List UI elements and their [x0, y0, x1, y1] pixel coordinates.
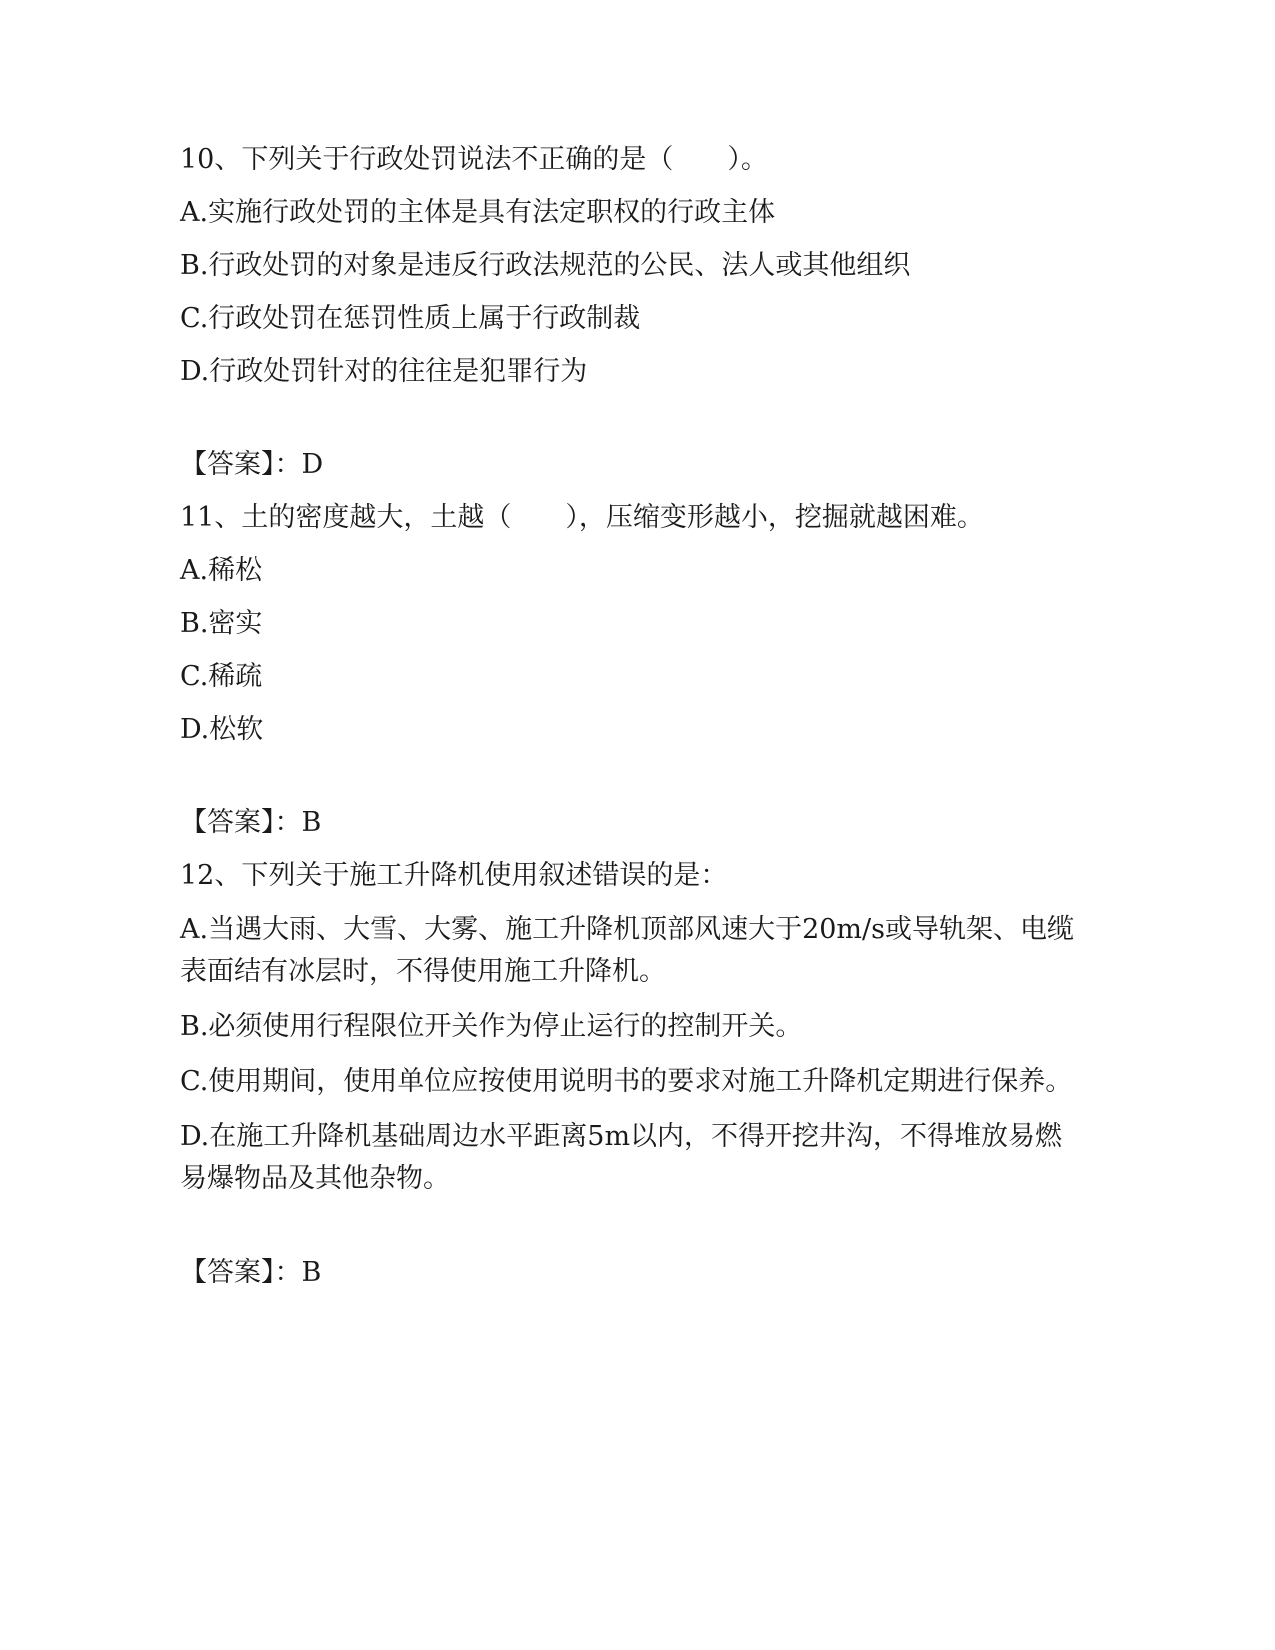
question-11-stem: 11、土的密度越大，土越（ ），压缩变形越小，挖掘就越困难。 [180, 502, 984, 533]
question-10-option-b: B.行政处罚的对象是违反行政法规范的公民、法人或其他组织 [180, 250, 911, 281]
question-10-option-d: D.行政处罚针对的往往是犯罪行为 [180, 356, 588, 387]
question-12-option-a: A.当遇大雨、大雪、大雾、施工升降机顶部风速大于20m/s或导轨架、电缆表面结有冰层时，不得使用施工升降机。 [180, 914, 1074, 987]
question-10-option-c: C.行政处罚在惩罚性质上属于行政制裁 [180, 303, 641, 334]
question-10-answer: 【答案】：D [180, 449, 324, 480]
question-10-option-a: A.实施行政处罚的主体是具有法定职权的行政主体 [180, 197, 776, 228]
question-11-option-d: D.松软 [180, 714, 264, 745]
question-12-answer: 【答案】：B [180, 1257, 322, 1288]
question-12-stem: 12、下列关于施工升降机使用叙述错误的是： [180, 860, 728, 891]
question-11-answer: 【答案】：B [180, 807, 322, 838]
question-11-option-c: C.稀疏 [180, 661, 263, 692]
question-10-stem: 10、下列关于行政处罚说法不正确的是（ ）。 [180, 144, 768, 175]
question-12-option-c: C.使用期间，使用单位应按使用说明书的要求对施工升降机定期进行保养。 [180, 1066, 1073, 1097]
question-11-option-a: A.稀松 [180, 555, 263, 586]
question-12-option-b: B.必须使用行程限位开关作为停止运行的控制开关。 [180, 1011, 803, 1042]
question-11-option-b: B.密实 [180, 608, 263, 639]
exam-page [180, 140, 1080, 1293]
question-12-option-d: D.在施工升降机基础周边水平距离5m以内，不得开挖井沟，不得堆放易燃易爆物品及其他杂物。 [180, 1121, 1063, 1194]
